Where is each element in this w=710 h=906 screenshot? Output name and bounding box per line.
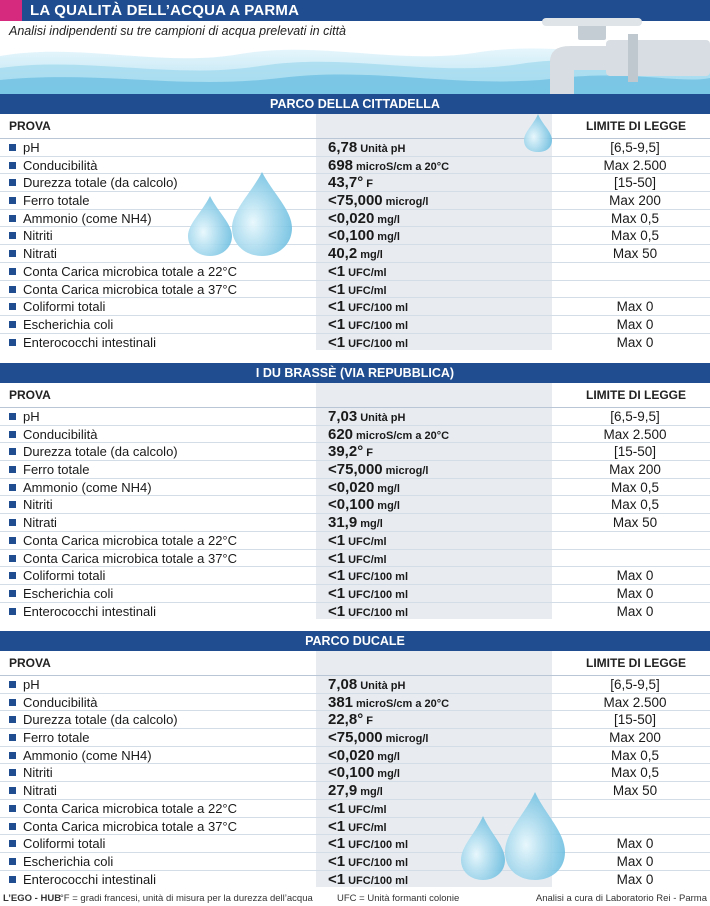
result-value: 7,03 (328, 408, 358, 425)
table-row (0, 763, 710, 781)
table-row (0, 460, 710, 478)
result-cell (328, 871, 408, 890)
table-row (0, 297, 710, 315)
result-unit: microg/l (385, 465, 429, 478)
limit-value: Max 200 (609, 193, 661, 209)
result-value: <1 (328, 602, 346, 620)
result-value: 31,9 (328, 514, 358, 532)
result-value: 7,08 (328, 676, 358, 693)
bullet-icon (9, 484, 16, 491)
result-value: <1 (328, 852, 346, 870)
bullet-icon (9, 572, 16, 579)
limit-value: Max 0,5 (610, 228, 660, 244)
limit-value: Max 0 (616, 871, 654, 887)
result-value: <75,000 (328, 729, 383, 747)
test-name: Conta Carica microbica totale a 37°C (23, 818, 238, 834)
result-unit: mg/l (360, 786, 383, 799)
bullet-icon (9, 608, 16, 615)
result-value: 620 (328, 425, 354, 443)
table-row (0, 442, 710, 460)
limit-value: Max 0,5 (610, 497, 660, 513)
table-row (0, 191, 710, 209)
table-row (0, 817, 710, 835)
result-value: 6,78 (328, 139, 358, 156)
limit-value: Max 0,5 (610, 210, 660, 226)
test-name: Conducibilità (23, 426, 98, 442)
result-value: <1 (328, 549, 346, 567)
result-cell (328, 603, 408, 622)
test-name: Coliformi totali (23, 568, 106, 584)
column-limit: LIMITE DI LEGGE (586, 388, 687, 402)
result-unit: UFC/ml (348, 553, 387, 566)
result-unit: UFC/ml (348, 803, 387, 816)
test-name: Nitriti (23, 497, 53, 513)
test-name: Durezza totale (da calcolo) (23, 444, 178, 460)
result-value: 22,8° (328, 711, 364, 729)
bullet-icon (9, 448, 16, 455)
table-row (0, 728, 710, 746)
test-name: Conta Carica microbica totale a 22°C (23, 263, 238, 279)
result-value: <0,020 (328, 209, 375, 227)
limit-value: Max 0,5 (610, 479, 660, 495)
result-unit: mg/l (377, 500, 400, 513)
bullet-icon (9, 590, 16, 597)
result-value: <1 (328, 567, 346, 585)
table-row (0, 710, 710, 728)
test-name: Nitrati (23, 783, 57, 799)
result-unit: UFC/ml (348, 284, 387, 297)
result-unit: UFC/100 ml (348, 319, 409, 332)
table-row (0, 244, 710, 262)
limit-value: Max 0 (616, 853, 654, 869)
limit-value: [15-50] (613, 712, 657, 728)
page-subtitle: Analisi indipendenti su tre campioni di acqua prelevati in città (9, 24, 346, 38)
test-name: Escherichia coli (23, 853, 114, 869)
bullet-icon (9, 268, 16, 275)
result-unit: microS/cm a 20°C (356, 429, 450, 442)
table-row (0, 280, 710, 298)
table-row (0, 478, 710, 496)
section-parco-ducale (0, 631, 710, 887)
result-unit: mg/l (377, 231, 400, 244)
limit-value: Max 2.500 (603, 157, 667, 173)
result-value: <1 (328, 799, 346, 817)
test-name: Conta Carica microbica totale a 22°C (23, 532, 238, 548)
test-name: Conducibilità (23, 157, 98, 173)
result-unit: F (366, 447, 373, 460)
results-table (0, 138, 710, 350)
column-test: PROVA (9, 656, 51, 670)
table-row (0, 407, 710, 425)
limit-value: Max 0,5 (610, 765, 660, 781)
section-du-brasse (0, 363, 710, 619)
result-unit: mg/l (377, 213, 400, 226)
bullet-icon (9, 321, 16, 328)
table-row (0, 315, 710, 333)
limit-value: Max 50 (612, 246, 658, 262)
result-value: <1 (328, 835, 346, 853)
page-title: LA QUALITÀ DELL’ACQUA A PARMA (30, 2, 300, 19)
table-row (0, 852, 710, 870)
column-limit: LIMITE DI LEGGE (586, 656, 687, 670)
test-name: pH (23, 140, 40, 155)
result-value: 381 (328, 693, 354, 711)
column-test: PROVA (9, 388, 51, 402)
test-name: Enterococchi intestinali (23, 334, 156, 350)
result-unit: F (366, 178, 373, 191)
table-row (0, 425, 710, 443)
bullet-icon (9, 840, 16, 847)
bullet-icon (9, 858, 16, 865)
bullet-icon (9, 250, 16, 257)
limit-value: Max 0 (616, 299, 654, 315)
section-cittadella (0, 94, 710, 350)
result-unit: UFC/100 ml (348, 588, 409, 601)
result-unit: Unità pH (360, 412, 406, 424)
limit-value: [15-50] (613, 175, 657, 191)
bullet-icon (9, 769, 16, 776)
test-name: pH (23, 409, 40, 424)
footer-note-ufc: UFC = Unità formanti colonie (337, 893, 460, 904)
result-unit: UFC/100 ml (348, 874, 409, 887)
result-value: <75,000 (328, 461, 383, 479)
limit-value: [6,5-9,5] (610, 409, 660, 424)
section-title: PARCO DELLA CITTADELLA (0, 94, 710, 114)
bullet-icon (9, 286, 16, 293)
result-unit: microg/l (385, 733, 429, 746)
title-accent (0, 0, 22, 21)
table-row (0, 333, 710, 351)
bullet-icon (9, 519, 16, 526)
results-table (0, 407, 710, 619)
test-name: Enterococchi intestinali (23, 603, 156, 619)
result-value: 27,9 (328, 782, 358, 800)
result-unit: mg/l (377, 482, 400, 495)
result-value: 39,2° (328, 443, 364, 461)
bullet-icon (9, 339, 16, 346)
result-unit: UFC/ml (348, 821, 387, 834)
result-value: <0,100 (328, 764, 375, 782)
result-cell (328, 334, 408, 353)
limit-value: Max 0,5 (610, 747, 660, 763)
bullet-icon (9, 752, 16, 759)
table-row (0, 531, 710, 549)
table-row (0, 746, 710, 764)
result-value: <1 (328, 333, 346, 351)
bullet-icon (9, 537, 16, 544)
test-name: Nitrati (23, 246, 57, 262)
test-name: Escherichia coli (23, 585, 114, 601)
column-test: PROVA (9, 119, 51, 133)
limit-value: Max 0 (616, 585, 654, 601)
test-name: Enterococchi intestinali (23, 871, 156, 887)
result-unit: UFC/ml (348, 535, 387, 548)
test-name: Nitriti (23, 228, 53, 244)
limit-value: Max 2.500 (603, 426, 667, 442)
bullet-icon (9, 144, 16, 151)
result-unit: microg/l (385, 196, 429, 209)
result-unit: UFC/100 ml (348, 606, 409, 619)
footer-credit: L’EGO - HUB (3, 893, 62, 904)
result-unit: mg/l (360, 518, 383, 531)
bullet-icon (9, 787, 16, 794)
result-value: <1 (328, 262, 346, 280)
limit-value: Max 0 (616, 334, 654, 350)
bullet-icon (9, 699, 16, 706)
table-row (0, 781, 710, 799)
limit-value: [6,5-9,5] (610, 140, 660, 155)
result-unit: UFC/ml (348, 266, 387, 279)
result-unit: Unità pH (360, 680, 406, 692)
results-table (0, 675, 710, 887)
result-value: <0,020 (328, 746, 375, 764)
result-unit: F (366, 715, 373, 728)
section-title: PARCO DUCALE (0, 631, 710, 651)
result-value: <0,020 (328, 478, 375, 496)
limit-value: Max 200 (609, 462, 661, 478)
result-value: <1 (328, 315, 346, 333)
test-name: Ammonio (come NH4) (23, 479, 152, 495)
table-row (0, 799, 710, 817)
result-unit: Unità pH (360, 143, 406, 155)
footer-note-hardness: °F = gradi francesi, unità di misura per la durezza dell’acqua (60, 893, 313, 904)
table-row (0, 693, 710, 711)
bullet-icon (9, 823, 16, 830)
column-limit: LIMITE DI LEGGE (586, 119, 687, 133)
result-value: 40,2 (328, 245, 358, 263)
result-value: 698 (328, 156, 354, 174)
result-value: <0,100 (328, 496, 375, 514)
section-title: I DU BRASSÈ (VIA REPUBBLICA) (0, 363, 710, 383)
result-unit: microS/cm a 20°C (356, 160, 450, 173)
bullet-icon (9, 555, 16, 562)
table-row (0, 584, 710, 602)
footer (0, 890, 710, 906)
table-row (0, 495, 710, 513)
table-row (0, 549, 710, 567)
bullet-icon (9, 805, 16, 812)
bullet-icon (9, 501, 16, 508)
limit-value: Max 2.500 (603, 694, 667, 710)
test-name: Nitrati (23, 515, 57, 531)
limit-value: Max 0 (616, 316, 654, 332)
bullet-icon (9, 179, 16, 186)
footer-source: Analisi a cura di Laboratorio Rei - Parma (535, 893, 707, 904)
result-value: <1 (328, 584, 346, 602)
limit-value: Max 0 (616, 568, 654, 584)
bullet-icon (9, 716, 16, 723)
test-name: Coliformi totali (23, 299, 106, 315)
test-name: Escherichia coli (23, 316, 114, 332)
test-name: Coliformi totali (23, 836, 106, 852)
bullet-icon (9, 232, 16, 239)
result-value: <1 (328, 531, 346, 549)
bullet-icon (9, 876, 16, 883)
result-unit: UFC/100 ml (348, 571, 409, 584)
bullet-icon (9, 303, 16, 310)
bullet-icon (9, 431, 16, 438)
table-row (0, 209, 710, 227)
test-name: Ammonio (come NH4) (23, 747, 152, 763)
result-value: <1 (328, 817, 346, 835)
bullet-icon (9, 413, 16, 420)
table-row (0, 675, 710, 693)
bullet-icon (9, 215, 16, 222)
result-unit: mg/l (377, 768, 400, 781)
limit-value: Max 0 (616, 836, 654, 852)
result-unit: microS/cm a 20°C (356, 697, 450, 710)
test-name: Durezza totale (da calcolo) (23, 175, 178, 191)
bullet-icon (9, 466, 16, 473)
limit-value: Max 0 (616, 603, 654, 619)
result-unit: mg/l (377, 750, 400, 763)
test-name: Durezza totale (da calcolo) (23, 712, 178, 728)
test-name: Conducibilità (23, 694, 98, 710)
result-value: <1 (328, 870, 346, 888)
bullet-icon (9, 197, 16, 204)
result-value: <0,100 (328, 227, 375, 245)
table-row (0, 138, 710, 156)
result-unit: UFC/100 ml (348, 839, 409, 852)
test-name: Conta Carica microbica totale a 37°C (23, 550, 238, 566)
table-row (0, 513, 710, 531)
table-row (0, 870, 710, 888)
test-name: Nitriti (23, 765, 53, 781)
test-name: Ferro totale (23, 730, 90, 746)
bullet-icon (9, 162, 16, 169)
table-row (0, 226, 710, 244)
limit-value: Max 50 (612, 783, 658, 799)
table-row (0, 173, 710, 191)
test-name: Ammonio (come NH4) (23, 210, 152, 226)
limit-value: Max 200 (609, 730, 661, 746)
bullet-icon (9, 734, 16, 741)
result-unit: UFC/100 ml (348, 337, 409, 350)
result-unit: mg/l (360, 249, 383, 262)
test-name: Conta Carica microbica totale a 22°C (23, 800, 238, 816)
table-row (0, 602, 710, 620)
test-name: pH (23, 677, 40, 692)
result-unit: UFC/100 ml (348, 856, 409, 869)
table-row (0, 834, 710, 852)
result-value: <1 (328, 298, 346, 316)
test-name: Ferro totale (23, 193, 90, 209)
result-unit: UFC/100 ml (348, 302, 409, 315)
table-row (0, 262, 710, 280)
bullet-icon (9, 681, 16, 688)
table-row (0, 566, 710, 584)
limit-value: [15-50] (613, 444, 657, 460)
test-name: Conta Carica microbica totale a 37°C (23, 281, 238, 297)
result-value: 43,7° (328, 174, 364, 192)
test-name: Ferro totale (23, 462, 90, 478)
table-row (0, 156, 710, 174)
limit-value: Max 50 (612, 515, 658, 531)
result-value: <75,000 (328, 192, 383, 210)
result-value: <1 (328, 280, 346, 298)
limit-value: [6,5-9,5] (610, 677, 660, 692)
